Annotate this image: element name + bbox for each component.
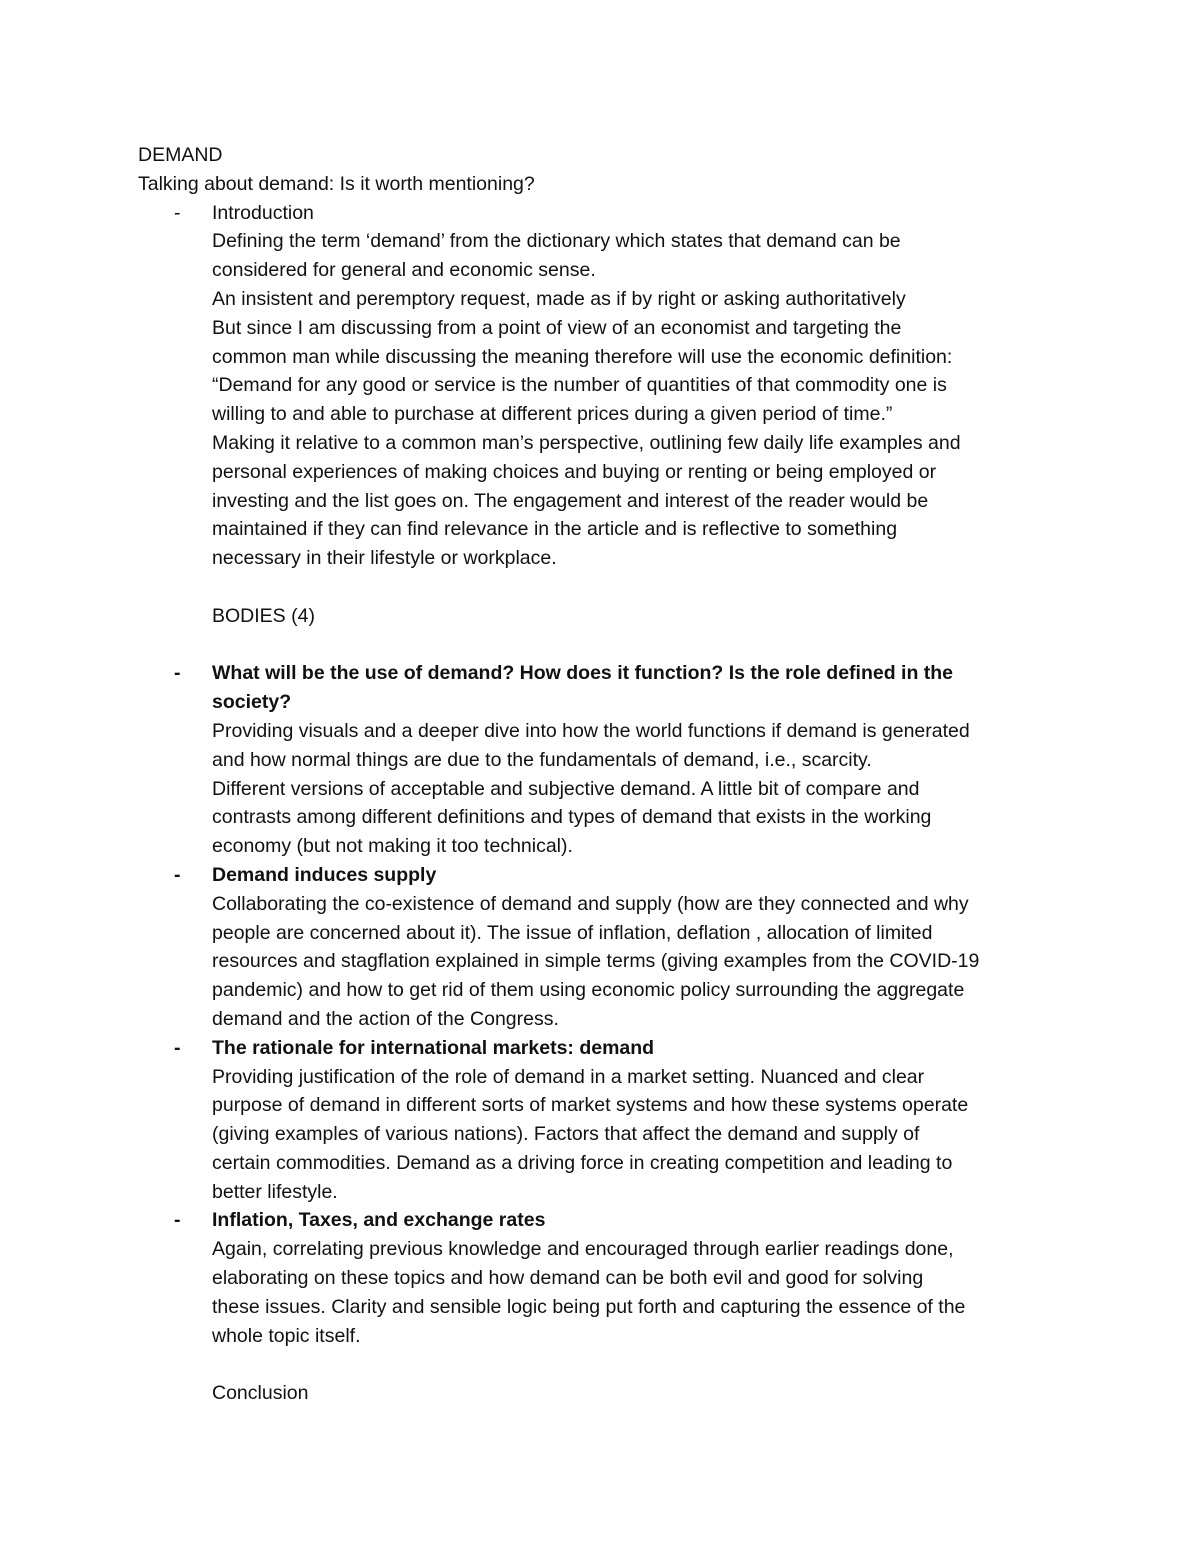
body-line: these issues. Clarity and sensible logic being put forth and capturing the essence of the [212, 1295, 966, 1318]
body-section [138, 1034, 1068, 1207]
body-heading: What will be the use of demand? How does it function? Is the role defined in the [212, 662, 954, 685]
body-line: whole topic itself. [212, 1324, 361, 1347]
conclusion-label: Conclusion [212, 1382, 309, 1405]
body-line: pandemic) and how to get rid of them using economic policy surrounding the aggregate [212, 979, 965, 1002]
bullet-dash: - [174, 1036, 181, 1059]
body-line: Providing visuals and a deeper dive into how the world functions if demand is generated [212, 719, 970, 742]
bullet-dash: - [174, 201, 181, 224]
document-subtitle: Talking about demand: Is it worth mentioning? [138, 172, 535, 195]
body-line: economy (but not making it too technical). [212, 835, 573, 858]
intro-line: investing and the list goes on. The engagement and interest of the reader would be [212, 489, 929, 512]
body-section [138, 1206, 1068, 1350]
body-line: demand and the action of the Congress. [212, 1007, 559, 1030]
intro-line: common man while discussing the meaning therefore will use the economic definition: [212, 345, 953, 368]
document-title: DEMAND [138, 144, 223, 166]
bodies-label: BODIES (4) [212, 604, 315, 627]
document-body [138, 141, 1068, 1408]
intro-line: maintained if they can find relevance in the article and is reflective to something [212, 518, 898, 541]
intro-line: willing to and able to purchase at different prices during a given period of time.” [212, 403, 893, 426]
intro-line: considered for general and economic sense. [212, 259, 596, 282]
bullet-dash: - [174, 1209, 181, 1232]
body-section [138, 861, 1068, 1034]
body-line: Again, correlating previous knowledge and encouraged through earlier readings done, [212, 1238, 954, 1261]
body-line: certain commodities. Demand as a driving force in creating competition and leading to [212, 1151, 953, 1174]
intro-line: “Demand for any good or service is the number of quantities of that commodity one is [212, 374, 947, 397]
intro-line: personal experiences of making choices and buying or renting or being employed or [212, 460, 937, 483]
body-line: elaborating on these topics and how demand can be both evil and good for solving [212, 1267, 924, 1290]
body-heading: The rationale for international markets: demand [212, 1036, 655, 1059]
body-section [138, 659, 1068, 861]
intro-line: An insistent and peremptory request, made as if by right or asking authoritatively [212, 287, 906, 310]
body-line: Different versions of acceptable and subjective demand. A little bit of compare and [212, 777, 920, 800]
body-heading: Demand induces supply [212, 863, 437, 886]
intro-line: necessary in their lifestyle or workplace. [212, 547, 557, 570]
intro-line: But since I am discussing from a point of view of an economist and targeting the [212, 316, 902, 339]
body-line: Collaborating the co-existence of demand and supply (how are they connected and why [212, 892, 969, 915]
body-line: better lifestyle. [212, 1180, 338, 1203]
intro-line: Defining the term ‘demand’ from the dictionary which states that demand can be [212, 230, 901, 253]
body-line: (giving examples of various nations). Factors that affect the demand and supply of [212, 1123, 920, 1146]
body-line: resources and stagflation explained in simple terms (giving examples from the COVID-19 [212, 950, 980, 973]
bullet-dash: - [174, 662, 181, 685]
body-heading: Inflation, Taxes, and exchange rates [212, 1209, 546, 1232]
intro-section [138, 199, 1068, 573]
body-heading: society? [212, 691, 292, 714]
body-line: Providing justification of the role of demand in a market setting. Nuanced and clear [212, 1065, 925, 1088]
body-line: purpose of demand in different sorts of market systems and how these systems operate [212, 1094, 969, 1117]
body-line: contrasts among different definitions and types of demand that exists in the working [212, 806, 932, 829]
body-line: and how normal things are due to the fundamentals of demand, i.e., scarcity. [212, 748, 872, 771]
bullet-dash: - [174, 863, 181, 886]
body-line: people are concerned about it). The issue of inflation, deflation , allocation of limited [212, 921, 933, 944]
intro-line: Making it relative to a common man’s perspective, outlining few daily life examples and [212, 431, 961, 454]
intro-heading: Introduction [212, 201, 314, 224]
